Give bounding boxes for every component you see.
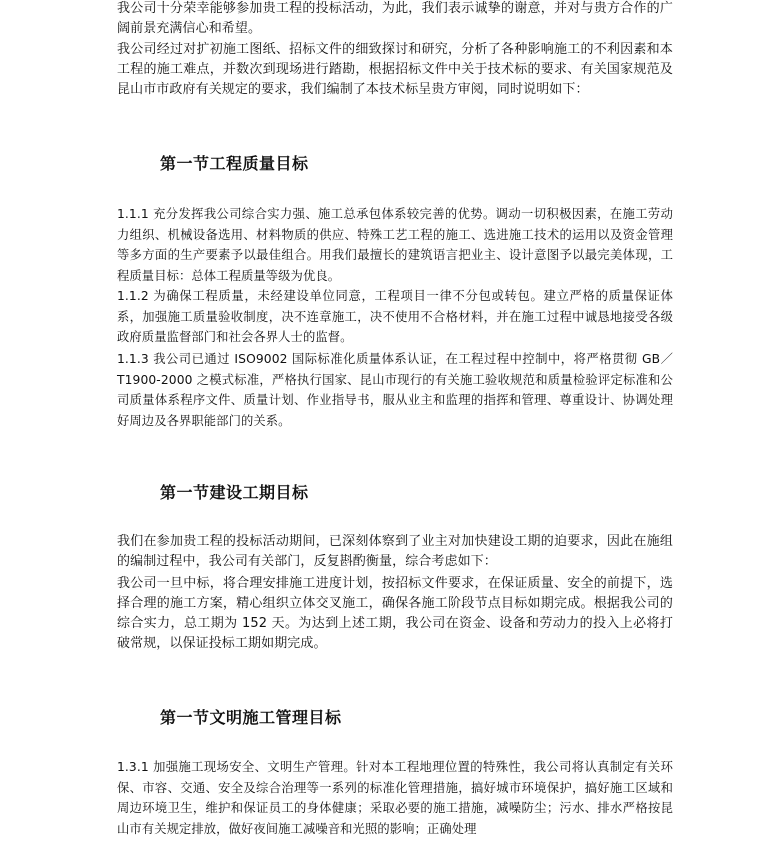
schedule-paragraph-1: 我们在参加贵工程的投标活动期间，已深刻体察到了业主对加快建设工期的迫要求，因此在施组的编制过程中，我公司有关部门，反复斟酌衡量，综合考虑如下： xyxy=(117,534,673,569)
section-heading-civilized: 第一节文明施工管理目标 xyxy=(160,708,342,727)
section-heading-schedule: 第一节建设工期目标 xyxy=(160,483,309,502)
intro-paragraph-2: 我公司经过对扩初施工图纸、招标文件的细致探讨和研究，分析了各种影响施工的不利因素和本工程的施工难点，并数次到现场进行踏勘，根据招标文件中关于技术标的要求、有关国家规范及昆山市市政府有关规定的要求，我们编制了本技术标呈贵方审阅，同时说明如下： xyxy=(117,42,673,97)
quality-paragraph-3: 1.1.3 我公司已通过 ISO9002 国际标准化质量体系认证，在工程过程中控制中，将严格贯彻 GB／T1900-2000 之模式标准，严格执行国家、昆山市现行的有关施工验收规范和质量检验评定标准和公司质量体系程序文件、质量计划、作业指导书，服从业主和监理的指挥和管理、尊重设计、协调处理好周边及各界职能部门的关系。 xyxy=(117,352,673,428)
quality-paragraph-1: 1.1.1 充分发挥我公司综合实力强、施工总承包体系较完善的优势。调动一切积极因素，在施工劳动力组织、机械设备选用、材料物质的供应、特殊工艺工程的施工、选进施工技术的运用以及资金管理等多方面的生产要素予以最佳组合。用我们最擅长的建筑语言把业主、设计意图予以最完美体现，工程质量目标：总体工程质量等级为优良。 xyxy=(117,207,673,283)
schedule-paragraph-2: 我公司一旦中标，将合理安排施工进度计划，按招标文件要求，在保证质量、安全的前提下，选择合理的施工方案，精心组织立体交叉施工，确保各施工阶段节点目标如期完成。根据我公司的综合实力，总工期为 152 天。为达到上述工期，我公司在资金、设备和劳动力的投入上必将打破常规，以保证投标工期如期完成。 xyxy=(117,576,673,651)
intro-paragraph-1: 我公司十分荣幸能够参加贵工程的投标活动，为此，我们表示诚挚的谢意，并对与贵方合作的广阔前景充满信心和希望。 xyxy=(117,1,673,36)
civilized-paragraph-1: 1.3.1 加强施工现场安全、文明生产管理。针对本工程地理位置的特殊性，我公司将认真制定有关环保、市容、交通、安全及综合治理等一系列的标准化管理措施，搞好城市环境保护，搞好施工区域和周边环境卫生，维护和保证员工的身体健康；采取必要的施工措施，减噪防尘；污水、排水严格按昆山市有关规定排放，做好夜间施工减噪音和光照的影响；正确处理 xyxy=(117,760,673,836)
quality-paragraph-2: 1.1.2 为确保工程质量，未经建设单位同意，工程项目一律不分包或转包。建立严格的质量保证体系，加强施工质量验收制度，决不连章施工，决不使用不合格材料，并在施工过程中诚恳地接受各级政府质量监督部门和社会各界人士的监督。 xyxy=(117,289,673,344)
section-heading-quality: 第一节工程质量目标 xyxy=(160,154,309,173)
